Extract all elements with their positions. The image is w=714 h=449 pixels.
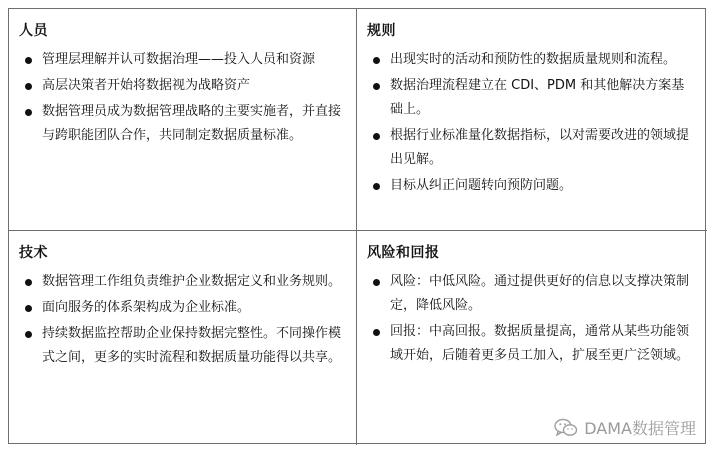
list-item-text: 根据行业标准量化数据指标，以对需要改进的领域提出见解。: [390, 128, 690, 167]
cell-technology: [9, 231, 357, 445]
list-item-text: 目标从纠正问题转向预防问题。: [390, 178, 573, 193]
bullet-icon: [25, 305, 32, 312]
list-item: [367, 48, 697, 72]
list-item: [19, 74, 346, 98]
list-item: [367, 320, 697, 368]
cell-people: [9, 9, 357, 231]
list-risk: [367, 270, 697, 368]
bullet-icon: [25, 109, 32, 116]
maturity-table: [8, 8, 706, 444]
list-item: [19, 100, 346, 148]
list-item: [19, 48, 346, 72]
list-rules: [367, 48, 697, 198]
list-item-text: 数据管理员成为数据管理战略的主要实施者，并直接与跨职能团队合作，共同制定数据质量标准。: [42, 104, 342, 143]
list-item-text: 高层决策者开始将数据视为战略资产: [42, 78, 251, 93]
list-item-text: 回报：中高回报。数据质量提高，通常从某些功能领域开始，后随着更多员工加入，扩展至更广泛领域。: [390, 324, 690, 363]
bullet-icon: [373, 83, 380, 90]
bullet-icon: [373, 183, 380, 190]
list-item-text: 数据管理工作组负责维护企业数据定义和业务规则。: [42, 274, 342, 289]
cell-rules: [357, 9, 707, 231]
list-item-text: 数据治理流程建立在 CDI、PDM 和其他解决方案基础上。: [390, 78, 685, 117]
cell-risk: [357, 231, 707, 445]
list-item: [367, 74, 697, 122]
watermark: [554, 416, 696, 439]
bullet-icon: [25, 331, 32, 338]
list-item: [367, 174, 697, 198]
list-item-text: 持续数据监控帮助企业保持数据完整性。不同操作模式之间，更多的实时流程和数据质量功能得以共享。: [42, 326, 342, 365]
list-people: [19, 48, 346, 148]
list-item: [19, 270, 346, 294]
list-item: [367, 124, 697, 172]
list-item-text: 面向服务的体系架构成为企业标准。: [42, 300, 251, 315]
heading-technology: 技术: [19, 245, 48, 261]
watermark-text: DAMA数据管理: [584, 419, 696, 438]
list-item-text: 风险：中低风险。通过提供更好的信息以支撑决策制定，降低风险。: [390, 274, 690, 313]
heading-risk: 风险和回报: [367, 245, 440, 261]
bullet-icon: [373, 329, 380, 336]
bullet-icon: [25, 57, 32, 64]
list-item: [19, 322, 346, 370]
bullet-icon: [373, 57, 380, 64]
heading-rules: 规则: [367, 23, 396, 39]
bullet-icon: [25, 279, 32, 286]
bullet-icon: [373, 279, 380, 286]
bullet-icon: [25, 83, 32, 90]
list-technology: [19, 270, 346, 370]
list-item-text: 管理层理解并认可数据治理——投入人员和资源: [42, 52, 316, 67]
wechat-icon: [554, 418, 578, 438]
heading-people: 人员: [19, 23, 48, 39]
bullet-icon: [373, 133, 380, 140]
list-item: [19, 296, 346, 320]
list-item: [367, 270, 697, 318]
list-item-text: 出现实时的活动和预防性的数据质量规则和流程。: [390, 52, 677, 67]
